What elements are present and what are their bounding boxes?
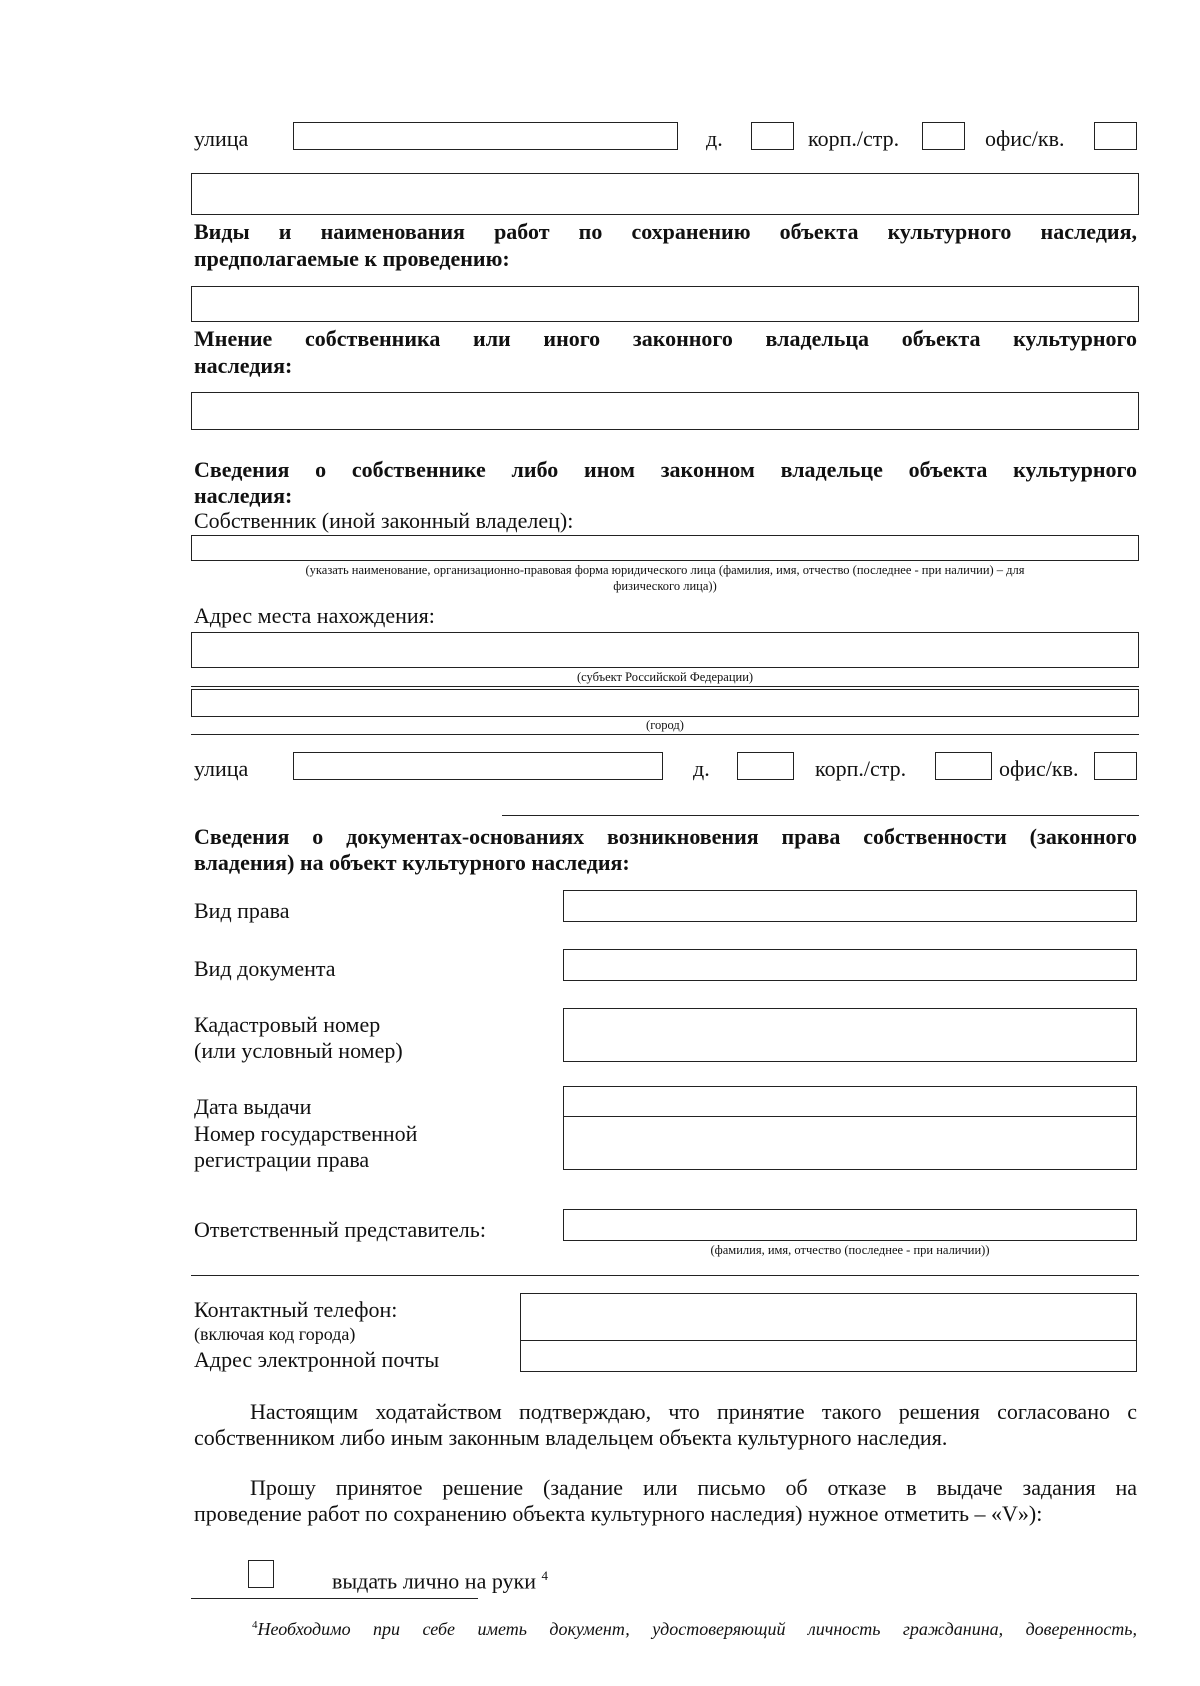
phone-input[interactable] — [520, 1293, 1137, 1341]
issue-date-input[interactable] — [563, 1086, 1137, 1118]
city-input[interactable] — [191, 689, 1139, 717]
address-extra-input[interactable] — [191, 173, 1139, 215]
owner-hint: (указать наименование, организационно-правовая форма юридического лица (фамилия, имя, отчество (последнее - при наличии) – для — [305, 563, 1025, 577]
region-hint: (субъект Российской Федерации) — [576, 670, 754, 684]
owner-address-label: Адрес места нахождения: — [194, 603, 435, 628]
street-label: улица — [194, 126, 249, 151]
house-label: д. — [706, 126, 723, 151]
cadastral-label-cont: (или условный номер) — [194, 1038, 403, 1063]
street-input[interactable] — [293, 122, 678, 150]
works-heading-cont: предполагаемые к проведению: — [194, 246, 510, 271]
opinion-heading: Мнение собственника или иного законного владельца объекта культурного — [194, 326, 1137, 351]
cadastral-input[interactable] — [563, 1008, 1137, 1062]
office-label: офис/кв. — [985, 126, 1065, 151]
city-hint: (город) — [646, 718, 684, 732]
house-input[interactable] — [751, 122, 794, 150]
reg-number-label: Номер государственной — [194, 1121, 418, 1146]
representative-line — [191, 1275, 1139, 1276]
representative-hint: (фамилия, имя, отчество (последнее - при наличии)) — [710, 1243, 990, 1257]
reg-number-label-cont: регистрации права — [194, 1147, 370, 1172]
in-person-footnote-mark: 4 — [541, 1568, 549, 1583]
region-input[interactable] — [191, 632, 1139, 668]
in-person-option[interactable] — [332, 1563, 548, 1594]
owner-input[interactable] — [191, 535, 1139, 561]
owner-house-input[interactable] — [737, 752, 794, 780]
right-type-input[interactable] — [563, 890, 1137, 922]
doc-type-input[interactable] — [563, 949, 1137, 981]
in-person-label: выдать лично на руки — [332, 1568, 537, 1594]
owner-heading: Сведения о собственнике либо ином законном владельце объекта культурного — [194, 457, 1137, 482]
region-line — [191, 686, 1139, 687]
issue-date-label: Дата выдачи — [194, 1094, 312, 1119]
cadastral-label: Кадастровый номер — [194, 1012, 381, 1037]
owner-building-input[interactable] — [935, 752, 992, 780]
owner-building-label: корп./стр. — [815, 756, 907, 781]
reg-number-input[interactable] — [563, 1116, 1137, 1170]
owner-office-label: офис/кв. — [999, 756, 1079, 781]
doc-type-label: Вид документа — [194, 956, 336, 981]
owner-house-label: д. — [693, 756, 710, 781]
documents-heading-cont: владения) на объект культурного наследия: — [194, 850, 630, 875]
request-text-cont: проведение работ по сохранению объекта культурного наследия) нужное отметить – «V»): — [194, 1501, 1043, 1526]
owner-hint-cont: физического лица)) — [613, 579, 717, 593]
office-input[interactable] — [1094, 122, 1137, 150]
footnote — [252, 1612, 1137, 1642]
request-text: Прошу принятое решение (задание или письмо об отказе в выдаче задания на — [250, 1475, 1137, 1500]
phone-label: Контактный телефон: — [194, 1297, 398, 1322]
representative-label: Ответственный представитель: — [194, 1217, 486, 1242]
owner-street-input[interactable] — [293, 752, 663, 780]
confirm-text-cont: собственником либо иным законным владельцем объекта культурного наследия. — [194, 1425, 948, 1450]
owner-label: Собственник (иной законный владелец): — [194, 508, 574, 533]
footnote-text: Необходимо при себе иметь документ, удостоверяющий личность гражданина, доверенность, — [257, 1619, 1137, 1639]
confirm-text: Настоящим ходатайством подтверждаю, что принятие такого решения согласовано с — [250, 1399, 1137, 1424]
divider-line — [502, 815, 1139, 816]
building-input[interactable] — [922, 122, 965, 150]
email-label: Адрес электронной почты — [194, 1347, 440, 1372]
phone-hint: (включая код города) — [194, 1324, 356, 1344]
building-label: корп./стр. — [808, 126, 900, 151]
owner-office-input[interactable] — [1094, 752, 1137, 780]
in-person-checkbox[interactable] — [248, 1560, 274, 1588]
owner-heading-cont: наследия: — [194, 483, 293, 508]
documents-heading: Сведения о документах-основаниях возникновения права собственности (законного — [194, 824, 1137, 849]
opinion-heading-cont: наследия: — [194, 353, 293, 378]
opinion-input[interactable] — [191, 392, 1139, 430]
works-input[interactable] — [191, 286, 1139, 322]
owner-street-label: улица — [194, 756, 249, 781]
footnote-separator — [191, 1598, 478, 1599]
right-type-label: Вид права — [194, 898, 290, 923]
city-line — [191, 734, 1139, 735]
footnote-mark: 4 — [252, 1619, 258, 1631]
email-input[interactable] — [520, 1340, 1137, 1372]
works-heading: Виды и наименования работ по сохранению объекта культурного наследия, — [194, 219, 1137, 244]
representative-input[interactable] — [563, 1209, 1137, 1241]
